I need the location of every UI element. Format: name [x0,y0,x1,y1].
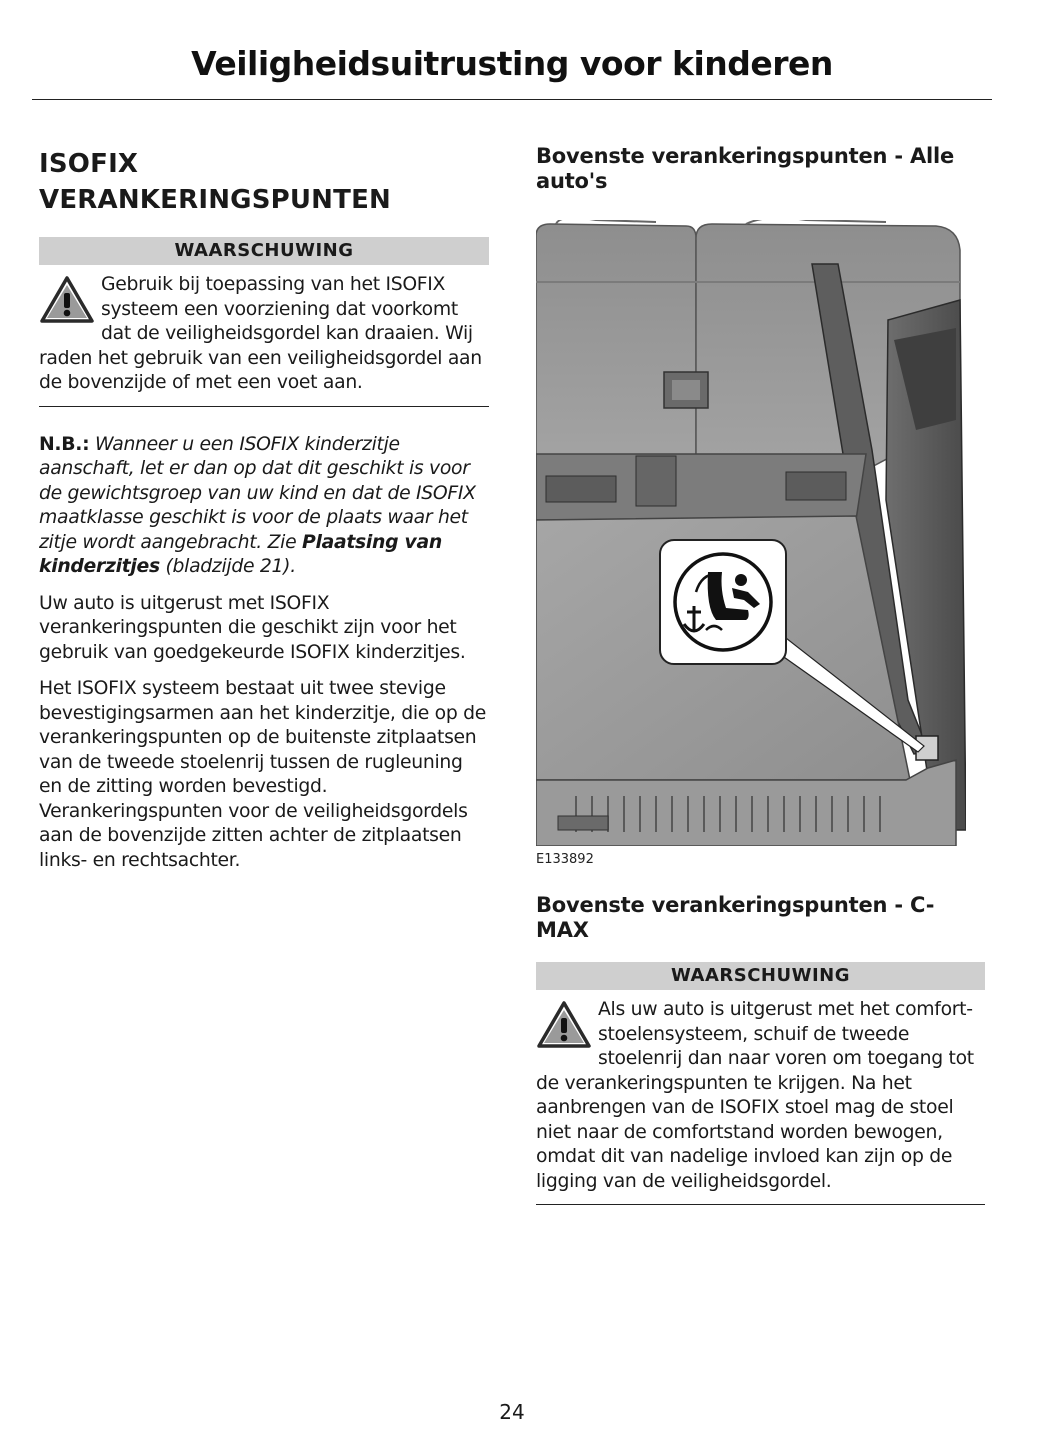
title-divider [32,99,992,100]
cross-reference-link[interactable]: Plaatsing van kinderzitjes [39,531,442,577]
warning-triangle-icon [39,275,95,325]
warning-box [39,265,489,407]
section-heading-isofix [39,146,489,218]
paragraph-isofix-fitted: Uw auto is uitgerust met ISOFIX verankeringspunten die geschikt zijn voor het gebruik van goedgekeurde ISOFIX kinderzitjes. [39,592,466,663]
warning-triangle-icon [536,1000,592,1050]
cargo-area-illustration [536,220,966,846]
page-title: Veiligheidsuitrusting voor kinderen [191,44,833,83]
note-text: Wanneer u een ISOFIX kinderzitje aanschaft, let er dan op dat dit geschikt is voor de gewichtsgroep van uw kind en dat de ISOFIX maatklasse geschikt is voor de plaats waar het zitje wordt aangebracht. Zie [39,433,476,553]
note-paragraph [39,433,489,580]
warning-text: Als uw auto is uitgerust met het comfort-stoelensysteem, schuif de tweede stoelenrij dan naar voren om toegang tot de verankeringspunten te krijgen. Na het aanbrengen van de ISOFIX stoel mag de stoel niet naar de comfortstand worden bewogen, omdat dit van nadelige invloed kan zijn op de ligging van de veiligheidsgordel. [536,999,974,1192]
right-column [536,144,985,1205]
paragraph-isofix-system: Het ISOFIX systeem bestaat uit twee stevige bevestigingsarmen aan het kinderzitje, die op de verankeringspunten op de buitenste zitplaatsen van de tweede stoelenrij tussen de rugleuning en de zitting worden bevestigd. Verankeringspunten voor de veiligheidsgordels aan de bovenzijde zitten achter de zitplaatsen links- en rechtsachter. [39,678,487,871]
warning-label: WAARSCHUWING [536,962,985,990]
figure-code: E133892 [536,852,594,867]
subheading-all-cars: Bovenste verankeringspunten - Alle auto's [536,144,955,193]
note-lead: N.B.: [39,433,90,455]
warning-text: Gebruik bij toepassing van het ISOFIX systeem een voorziening dat voorkomt dat de veiligheidsgordel kan draaien. Wij raden het gebruik van een veiligheidsgordel aan de bovenzijde of met een voet aan. [39,274,482,393]
left-column [39,146,489,873]
warning-box [536,990,985,1205]
section-heading-line1: ISOFIX [39,149,139,179]
subheading-cmax: Bovenste verankeringspunten - C-MAX [536,893,935,942]
note-page-ref: (bladzijde 21). [159,556,296,577]
warning-label: WAARSCHUWING [39,237,489,265]
section-heading-line2: VERANKERINGSPUNTEN [39,185,391,215]
page-number: 24 [499,1400,525,1424]
